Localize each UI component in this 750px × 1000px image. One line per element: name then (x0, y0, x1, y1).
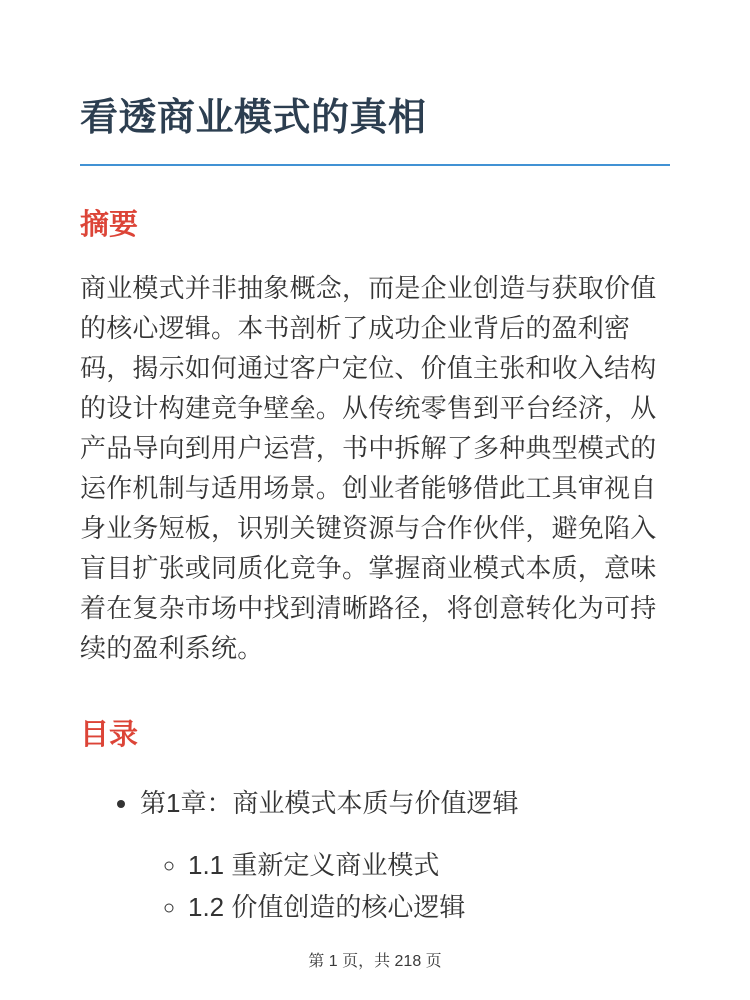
toc-chapter-item (140, 785, 670, 927)
toc-chapter-label: 第1章：商业模式本质与价值逻辑 (140, 788, 519, 819)
toc-subitem: ◦ 1.2 价值创造的核心逻辑 (188, 887, 670, 927)
toc-heading: 目录 (80, 719, 139, 752)
abstract-paragraph: 商业模式并非抽象概念，而是企业创造与获取价值的核心逻辑。本书剖析了成功企业背后的盈利密码，揭示如何通过客户定位、价值主张和收入结构的设计构建竞争壁垒。从传统零售到平台经济，从产品导向到用户运营，书中拆解了多种典型模式的运作机制与适用场景。创业者能够借此工具审视自身业务短板，识别关键资源与合作伙伴，避免陷入盲目扩张或同质化竞争。掌握商业模式本质，意味着在复杂市场中找到清晰路径，将创意转化为可持续的盈利系统。 (80, 273, 657, 664)
toc-sublist (140, 845, 670, 927)
toc-subitem: ◦ 1.1 重新定义商业模式 (188, 845, 670, 885)
abstract-heading: 摘要 (80, 208, 139, 241)
page-title: 看透商业模式的真相 (80, 96, 670, 166)
toc-list (80, 785, 670, 927)
page-footer: 第 1 页，共 218 页 (308, 953, 442, 970)
